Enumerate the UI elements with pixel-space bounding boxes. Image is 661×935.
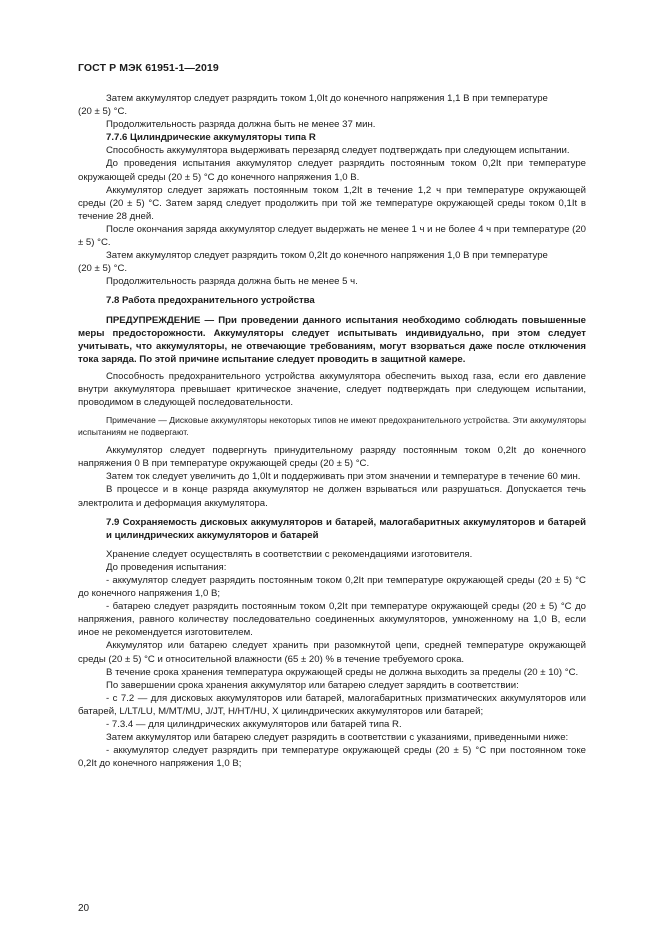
body-paragraph: Аккумулятор следует подвергнуть принудительному разряду постоянным током 0,2It до конечного напряжения 0 В при температуре окружающей среды (20 ± 5) °С. [78,445,586,470]
body-paragraph: Продолжительность разряда должна быть не менее 5 ч. [106,276,358,288]
body-paragraph: - 7.3.4 — для цилиндрических аккумуляторов или батарей типа R. [106,719,402,731]
body-paragraph: По завершении срока хранения аккумулятор или батарею следует зарядить в соответствии: [106,679,519,691]
document-body [78,92,586,770]
warning-paragraph: ПРЕДУПРЕЖДЕНИЕ — При проведении данного испытания необходимо соблюдать повышенные меры предосторожности. Аккумуляторы следует испытывать индивидуально, при этом следует учитывать, что аккумуляторы, не отвечающие требованиям, могут взорваться даже после отключения тока заряда. По этой причине испытание следует проводить в защитной камере. [78,314,586,365]
body-paragraph: Затем ток следует увеличить до 1,0It и поддерживать при этом значении и температуре в течение 60 мин. [106,471,581,483]
body-paragraph: До проведения испытания: [106,561,227,573]
section-heading: 7.8 Работа предохранительного устройства [106,295,315,307]
body-paragraph: (20 ± 5) °С. [78,106,128,118]
body-paragraph: Затем аккумулятор следует разрядить током 0,2It до конечного напряжения 1,0 В при температуре [106,250,548,262]
document-header: ГОСТ Р МЭК 61951-1—2019 [78,62,219,74]
body-paragraph: Затем аккумулятор следует разрядить током 1,0It до конечного напряжения 1,1 В при температуре [106,93,548,104]
body-paragraph: Аккумулятор следует заряжать постоянным током 1,2It в течение 1,2 ч при температуре окружающей среды (20 ± 5) °С. Затем заряд следует продолжить при той же температуре окружающей среды током 0,1It в течение 28 дней. [78,184,586,222]
body-paragraph: Способность аккумулятора выдерживать перезаряд следует подтверждать при следующем испытании. [106,145,570,157]
section-heading: 7.7.6 Цилиндрические аккумуляторы типа R [106,132,316,144]
body-paragraph: Хранение следует осуществлять в соответствии с рекомендациями изготовителя. [106,548,473,560]
body-paragraph: (20 ± 5) °С. [78,263,128,275]
body-paragraph: До проведения испытания аккумулятор следует разрядить постоянным током 0,2It при температуре окружающей среды (20 ± 5) °С до конечного напряжения 1,0 В. [78,158,586,183]
body-paragraph: - аккумулятор следует разрядить при температуре окружающей среды (20 ± 5) °С при постоянном токе 0,2It до конечного напряжения 1,0 В; [78,745,586,770]
body-paragraph: Затем аккумулятор или батарею следует разрядить в соответствии с указаниями, приведенными ниже: [106,732,569,744]
body-paragraph: В течение срока хранения температура окружающей среды не должна выходить за пределы (20 ± 10) °С. [106,666,579,678]
body-paragraph: Способность предохранительного устройства аккумулятора обеспечить выход газа, если его давление внутри аккумулятора превышает критическое значение, следует подтверждать при следующем испытании, проводимом в следующей последовательности. [78,370,586,409]
body-paragraph: В процессе и в конце разряда аккумулятор не должен взрываться или разрушаться. Допускается течь электролита и деформация аккумулятора. [78,484,586,509]
body-paragraph: - батарею следует разрядить постоянным током 0,2It при температуре окружающей среды (20 ± 5) °С до напряжения, равного количеству последовательно соединенных аккумуляторов, умноженному на 1,0 В, если иное не рекомендуется изготовителем. [78,601,586,639]
body-paragraph: Продолжительность разряда должна быть не менее 37 мин. [106,119,376,131]
section-heading: 7.9 Сохраняемость дисковых аккумуляторов и батарей, малогабаритных аккумуляторов и батарей и цилиндрических аккумуляторов и батарей [106,516,586,541]
note-paragraph: Примечание — Дисковые аккумуляторы некоторых типов не имеют предохранительного устройства. Эти аккумуляторы испытаниям не подвергают. [78,415,586,438]
body-paragraph: - с 7.2 — для дисковых аккумуляторов или батарей, малогабаритных призматических аккумуляторов или батарей, L/LT/LU, M/MT/MU, J/JT, H/HT/HU, X цилиндрических аккумуляторов или батарей; [78,692,586,717]
body-paragraph: После окончания заряда аккумулятор следует выдержать не менее 1 ч и не более 4 ч при температуре (20 ± 5) °С. [78,223,586,249]
page-number: 20 [78,903,90,914]
body-paragraph: - аккумулятор следует разрядить постоянным током 0,2It при температуре окружающей среды (20 ± 5) °С до конечного напряжения 1,0 В; [78,575,586,600]
body-paragraph: Аккумулятор или батарею следует хранить при разомкнутой цепи, средней температуре окружающей среды (20 ± 5) °С и относительной влажности (65 ± 20) % в течение требуемого срока. [78,640,586,665]
